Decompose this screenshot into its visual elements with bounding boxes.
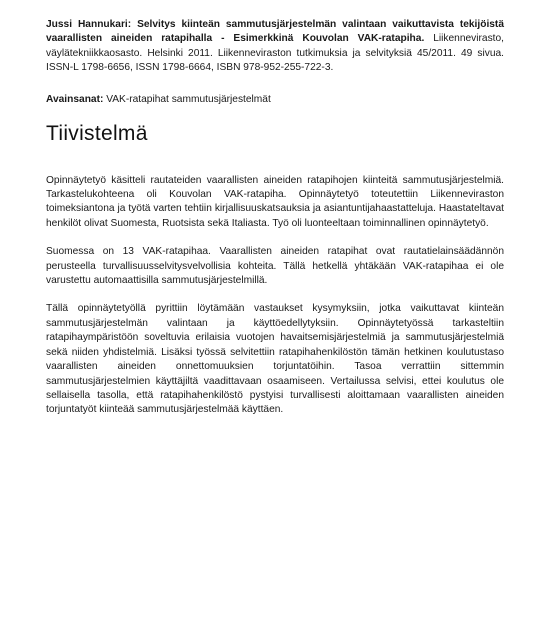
citation-block (46, 18, 504, 76)
keywords-line (46, 93, 504, 107)
abstract-paragraph-1: Opinnäytetyö käsitteli rautateiden vaarallisten aineiden ratapihojen kiinteitä sammutusjärjestelmiä. Tarkastelukohteena oli Kouvolan VAK-ratapiha. Opinnäytetyö toteutettiin Liikenneviraston toimeksiantona ja työtä varten tehtiin kirjallisuuskatsauksia ja asiantuntijahaastatteluja. Haastateltavat henkilöt olivat Suomesta, Ruotsista sekä Italiasta. Työ oli luonteeltaan toiminnallinen opinnäytetyö. (46, 174, 504, 229)
citation-publication: Liikennevirasto, väylätekniikkaosasto. Helsinki 2011. Liikenneviraston tutkimuksia ja selvityksiä 45/2011. 49 sivua. ISSN-L 1798-6656, ISSN 1798-6664, ISBN 978-952-255-722-3. (46, 33, 504, 74)
citation-title: Selvitys kiinteän sammutusjärjestelmän valintaan vaikuttavista tekijöistä vaarallisten aineiden ratapihalla - Esimerkkinä Kouvolan VAK-ratapiha. (46, 19, 504, 45)
document-page (46, 18, 504, 418)
keywords-value: VAK-ratapihat sammutusjärjestelmät (106, 93, 271, 105)
citation-author: Jussi Hannukari: (46, 19, 132, 30)
abstract-paragraph-3: Tällä opinnäytetyöllä pyrittiin löytämään vastaukset kysymyksiin, jotka vaikuttavat kiinteän sammutusjärjestelmän valintaan ja käyttöedellytyksiin. Opinnäytetyössä tarkasteltiin ratapihaympäristöön soveltuvia erilaisia vuotojen havaitsemisjärjestelmiä ja sammutusjärjestelmiä sekä niiden yhdistelmiä. Lisäksi työssä selvitettiin ratapihahenkilöstön tämän hetkinen koulutustaso vaarallisten aineiden onnettomuuksien torjuntatöihin. Tasoa verrattiin sittemmin sammutusjärjestelmien käyttäjiltä vaadittavaan osaamiseen. Vertailussa selvisi, ettei koulutus ole sellaisella tasolla, että ratapihahenkilöstö pystyisi turvallisesti aloittamaan vaarallisten aineiden torjuntatyöt kiinteää sammutusjärjestelmää käyttäen. (46, 303, 504, 416)
abstract-heading: Tiivistelmä (46, 121, 148, 145)
keywords-label: Avainsanat: (46, 93, 104, 105)
abstract-paragraph-2: Suomessa on 13 VAK-ratapihaa. Vaarallisten aineiden ratapihat ovat rautatielainsäädännön perusteella turvallisuusselvitysvelvollisia kohteita. Tällä hetkellä yhtäkään VAK-ratapihaa ei ole varustettu automaattisilla sammutusjärjestelmillä. (46, 246, 504, 287)
